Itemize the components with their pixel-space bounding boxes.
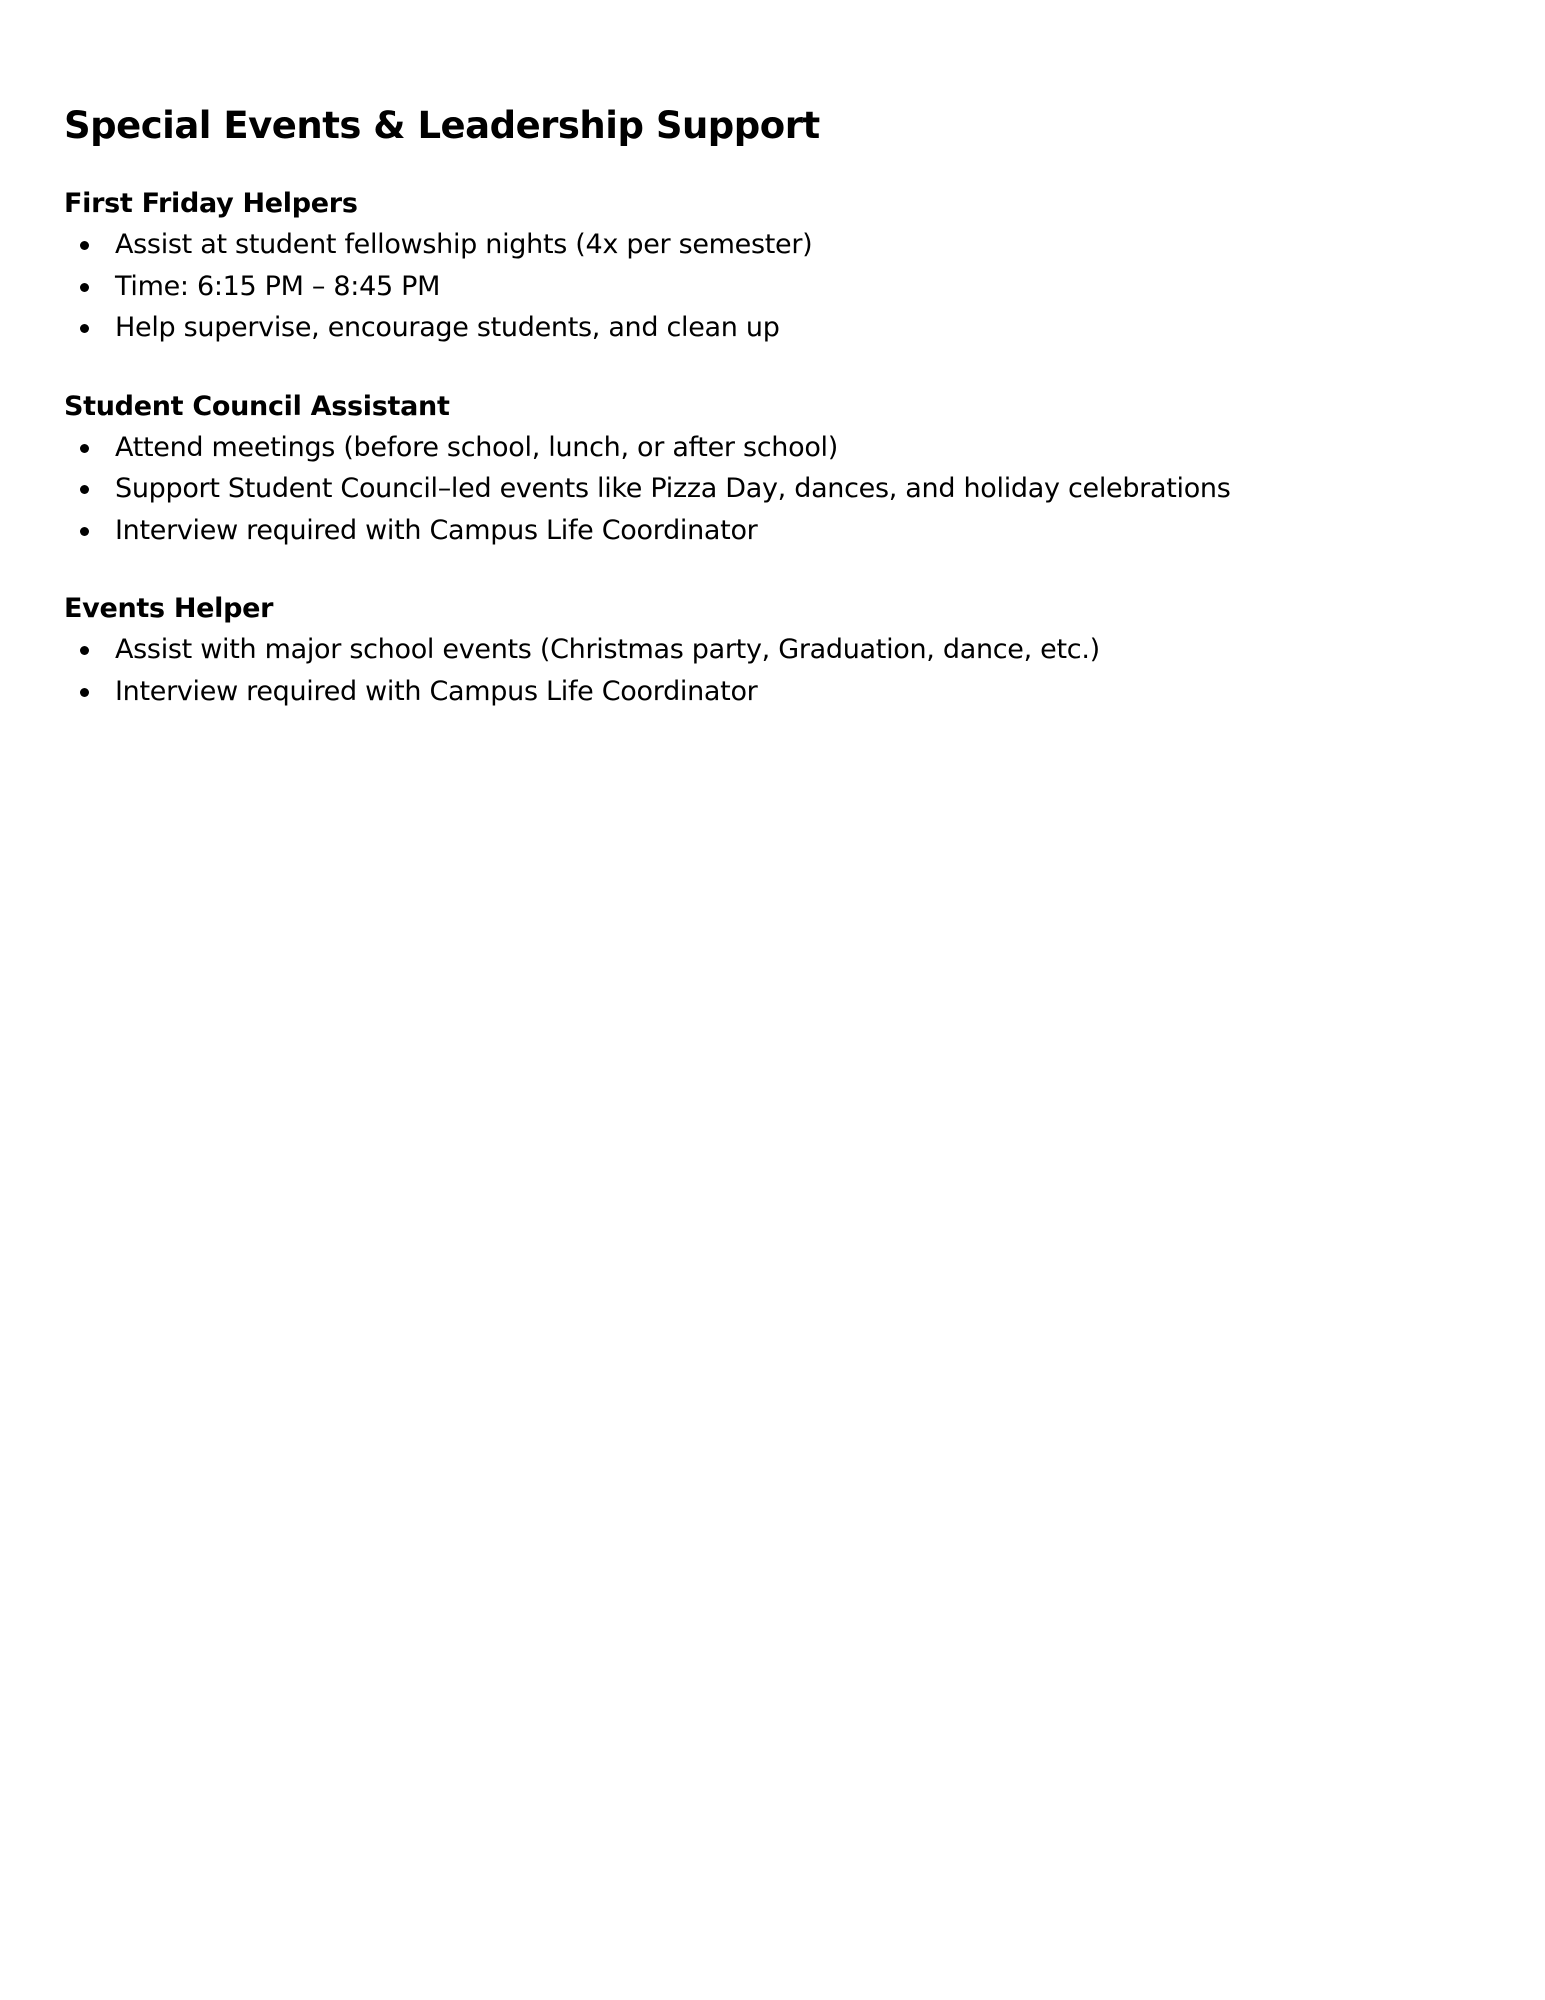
bullet-icon	[80, 241, 89, 250]
section-heading: Student Council Assistant	[64, 390, 450, 422]
list-item-text: Attend meetings (before school, lunch, or after school)	[115, 431, 838, 463]
list-item-text: Interview required with Campus Life Coordinator	[115, 514, 758, 546]
bullet-list	[64, 224, 1464, 349]
bullet-list	[64, 427, 1464, 552]
page-title: Special Events & Leadership Support	[64, 104, 820, 147]
list-item	[64, 307, 1464, 349]
bullet-icon	[80, 688, 89, 697]
list-item	[64, 510, 1464, 552]
list-item	[64, 427, 1464, 469]
list-item-text: Assist with major school events (Christmas party, Graduation, dance, etc.)	[115, 634, 1100, 665]
list-item	[64, 224, 1464, 266]
section-heading: First Friday Helpers	[64, 188, 358, 219]
list-item	[64, 266, 1464, 308]
section-heading: Events Helper	[64, 593, 274, 624]
bullet-icon	[80, 646, 89, 655]
bullet-icon	[80, 444, 89, 453]
list-item-text: Interview required with Campus Life Coordinator	[115, 675, 758, 707]
section-events-helper	[64, 589, 1464, 712]
bullet-icon	[80, 527, 89, 536]
bullet-icon	[80, 324, 89, 333]
bullet-list	[64, 629, 1464, 712]
list-item-text: Support Student Council–led events like Pizza Day, dances, and holiday celebrations	[115, 473, 1231, 504]
list-item	[64, 671, 1464, 713]
list-item	[64, 629, 1464, 671]
list-item-text: Assist at student fellowship nights (4x per semester)	[115, 229, 813, 260]
bullet-icon	[80, 485, 89, 494]
section-student-council-assistant	[64, 387, 1464, 552]
section-first-friday-helpers	[64, 184, 1464, 349]
list-item	[64, 468, 1464, 510]
list-item-text: Help supervise, encourage students, and clean up	[115, 312, 780, 343]
list-item-text: Time: 6:15 PM – 8:45 PM	[115, 270, 441, 302]
document-page	[64, 96, 1464, 750]
bullet-icon	[80, 283, 89, 292]
